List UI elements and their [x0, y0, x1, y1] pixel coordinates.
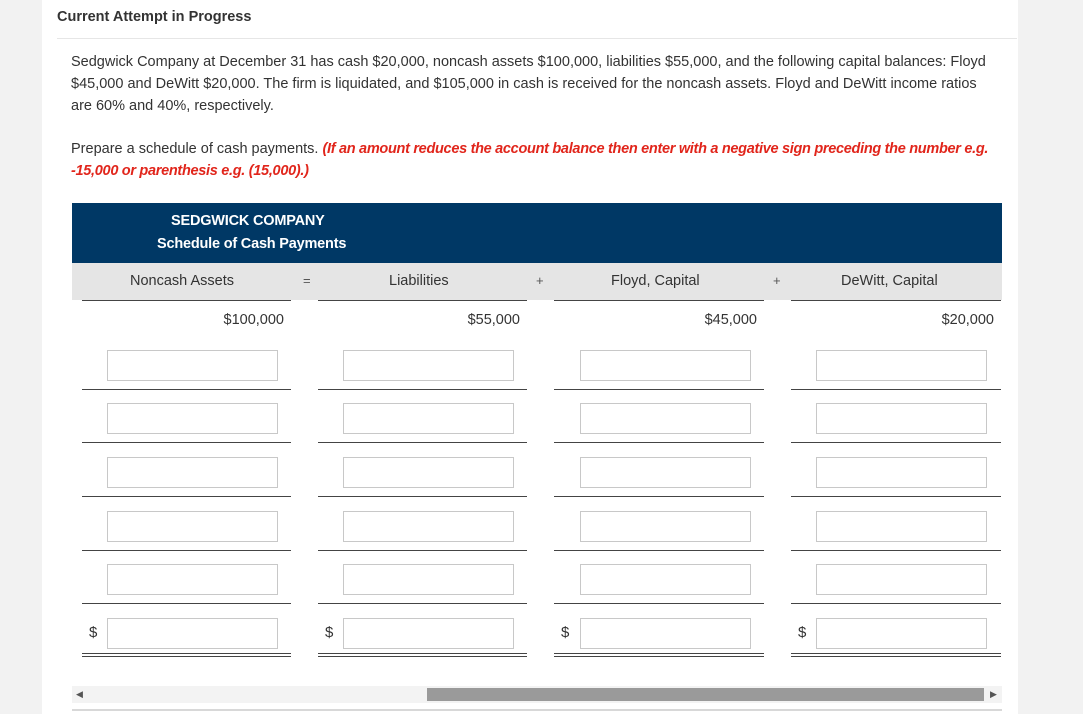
row-underline	[554, 603, 764, 604]
entry-input-floyd-capital[interactable]	[580, 564, 751, 595]
entry-input-noncash-assets[interactable]	[107, 457, 278, 488]
row-underline	[82, 603, 291, 604]
column-header-floyd-capital: Floyd, Capital	[611, 273, 700, 289]
instructions	[71, 138, 991, 182]
divider	[72, 709, 1002, 711]
total-double-underline	[554, 653, 764, 657]
row-underline	[82, 442, 291, 443]
row-underline	[791, 496, 1001, 497]
entry-input-floyd-capital[interactable]	[580, 350, 751, 381]
row-underline	[318, 496, 527, 497]
row-underline	[318, 550, 527, 551]
entry-input-floyd-capital[interactable]	[580, 403, 751, 434]
total-input-liabilities[interactable]	[343, 618, 514, 649]
entry-input-dewitt-capital[interactable]	[816, 511, 987, 542]
total-double-underline	[318, 653, 527, 657]
row-underline	[554, 496, 764, 497]
instruction-hint: (If an amount reduces the account balance then enter with a negative sign preceding the number e.g. -15,000 or parenthesis e.g. (15,000).)	[71, 141, 989, 179]
total-input-floyd-capital[interactable]	[580, 618, 751, 649]
entry-input-noncash-assets[interactable]	[107, 350, 278, 381]
entry-input-floyd-capital[interactable]	[580, 511, 751, 542]
currency-symbol: $	[89, 624, 98, 641]
entry-input-noncash-assets[interactable]	[107, 564, 278, 595]
scroll-left-arrow-icon[interactable]: ◀	[76, 689, 83, 699]
row-underline	[554, 389, 764, 390]
column-header-dewitt-capital: DeWitt, Capital	[841, 273, 938, 289]
entry-input-noncash-assets[interactable]	[107, 511, 278, 542]
entry-input-liabilities[interactable]	[343, 350, 514, 381]
balance-dewitt-capital: $20,000	[941, 312, 994, 328]
header-underline	[554, 300, 764, 301]
row-underline	[318, 389, 527, 390]
row-underline	[791, 389, 1001, 390]
divider	[57, 38, 1017, 39]
row-underline	[82, 550, 291, 551]
row-underline	[318, 442, 527, 443]
company-name: SEDGWICK COMPANY	[171, 213, 325, 229]
operator-equals: =	[303, 273, 311, 288]
entry-input-dewitt-capital[interactable]	[816, 457, 987, 488]
row-underline	[791, 550, 1001, 551]
total-input-dewitt-capital[interactable]	[816, 618, 987, 649]
currency-symbol: $	[325, 624, 334, 641]
schedule-header	[72, 203, 1002, 263]
entry-input-noncash-assets[interactable]	[107, 403, 278, 434]
entry-input-dewitt-capital[interactable]	[816, 564, 987, 595]
operator-plus-1: +	[536, 273, 544, 288]
balance-floyd-capital: $45,000	[704, 312, 757, 328]
operator-plus-2: +	[773, 273, 781, 288]
entry-input-dewitt-capital[interactable]	[816, 403, 987, 434]
header-underline	[82, 300, 291, 301]
row-underline	[554, 550, 764, 551]
column-header-noncash-assets: Noncash Assets	[130, 273, 234, 289]
entry-input-liabilities[interactable]	[343, 403, 514, 434]
header-underline	[318, 300, 527, 301]
entry-input-dewitt-capital[interactable]	[816, 350, 987, 381]
row-underline	[791, 442, 1001, 443]
entry-input-liabilities[interactable]	[343, 511, 514, 542]
instruction-text: Prepare a schedule of cash payments.	[71, 141, 319, 157]
balance-noncash-assets: $100,000	[223, 312, 284, 328]
row-underline	[791, 603, 1001, 604]
row-underline	[82, 496, 291, 497]
column-header-liabilities: Liabilities	[389, 273, 449, 289]
total-double-underline	[82, 653, 291, 657]
currency-symbol: $	[561, 624, 570, 641]
entry-input-floyd-capital[interactable]	[580, 457, 751, 488]
row-underline	[318, 603, 527, 604]
attempt-status-title: Current Attempt in Progress	[57, 9, 252, 25]
row-underline	[82, 389, 291, 390]
entry-input-liabilities[interactable]	[343, 564, 514, 595]
schedule-title: Schedule of Cash Payments	[157, 236, 347, 252]
currency-symbol: $	[798, 624, 807, 641]
balance-liabilities: $55,000	[467, 312, 520, 328]
total-double-underline	[791, 653, 1001, 657]
scrollbar-thumb[interactable]	[427, 688, 984, 701]
row-underline	[554, 442, 764, 443]
total-input-noncash-assets[interactable]	[107, 618, 278, 649]
header-underline	[791, 300, 1001, 301]
entry-input-liabilities[interactable]	[343, 457, 514, 488]
question-text: Sedgwick Company at December 31 has cash $20,000, noncash assets $100,000, liabilities $55,000, and the following capital balances: Floyd $45,000 and DeWitt $20,000. The firm is liquidated, and $105,000 in cash is received for the noncash assets. Floyd and DeWitt income ratios are 60% and 40%, respectively.	[71, 54, 986, 114]
scroll-right-arrow-icon[interactable]: ▶	[990, 689, 997, 699]
